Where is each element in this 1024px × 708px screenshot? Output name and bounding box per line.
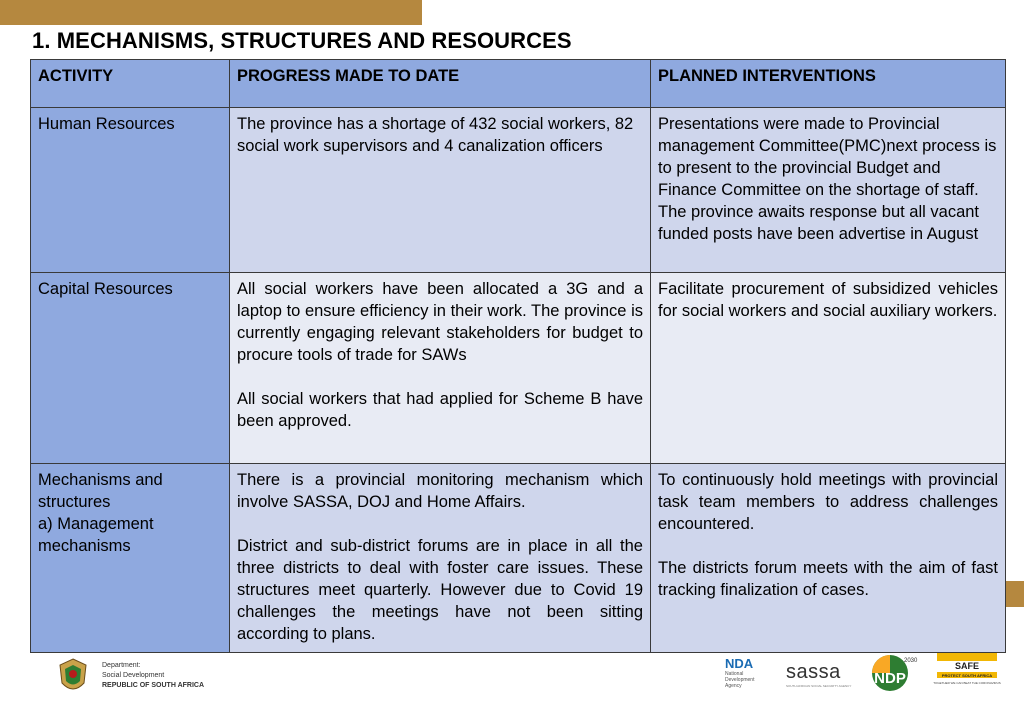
planned-cell <box>651 273 1006 464</box>
sassa-sub-text: SOUTH AFRICAN SOCIAL SECURITY AGENCY <box>786 684 852 688</box>
activity-text: Human Resources <box>38 115 175 133</box>
activity-cell <box>31 464 230 653</box>
activity-cell <box>31 273 230 464</box>
progress-cell <box>230 464 651 653</box>
activity-text: Capital Resources <box>38 280 173 298</box>
safe-tagline-text: TOGETHER WE CAN BEAT THE CORONAVIRUS <box>933 681 1001 685</box>
progress-cell <box>230 108 651 273</box>
nda-sub-line: Development <box>725 677 755 683</box>
ndp-2030-logo <box>864 653 916 693</box>
coat-of-arms-icon <box>56 657 90 697</box>
table-row <box>31 464 1006 653</box>
footer-logos <box>0 653 1024 708</box>
page-title: 1. MECHANISMS, STRUCTURES AND RESOURCES <box>32 28 572 53</box>
planned-text: Presentations were made to Provincial management Committee(PMC)next process is to present to the provincial Budget and Finance Committee on the shortage of staff. The province awaits response but all vacant funded posts have been advertise in August <box>658 115 997 243</box>
dept-line: REPUBLIC OF SOUTH AFRICA <box>102 682 205 689</box>
ndp-logo-text: NDP <box>874 670 906 687</box>
header-activity: ACTIVITY <box>31 60 230 108</box>
planned-cell <box>651 464 1006 653</box>
planned-text: The districts forum meets with the aim of fast tracking finalization of cases. <box>658 559 998 599</box>
nda-logo <box>725 656 754 689</box>
nda-sub-line: National <box>725 671 744 677</box>
planned-cell <box>651 108 1006 273</box>
top-accent-bar <box>0 0 422 25</box>
table-row <box>31 108 1006 273</box>
nda-sub-line: Agency <box>725 683 742 689</box>
safe-logo-text: SAFE <box>954 661 980 671</box>
department-logo-text <box>102 661 204 691</box>
activity-text: Mechanisms and structures <box>38 471 163 511</box>
stay-safe-logo <box>933 653 1001 689</box>
sassa-logo-text: sassa <box>786 661 841 683</box>
table-row <box>31 273 1006 464</box>
ndp-year-text: 2030 <box>904 658 918 664</box>
progress-text: The province has a shortage of 432 social workers, 82 social work supervisors and 4 canalization officers <box>237 115 634 155</box>
safe-sub-text: PROTECT SOUTH AFRICA <box>941 673 993 678</box>
activity-subtext: a) Management mechanisms <box>38 515 154 555</box>
side-accent-tab <box>1004 581 1024 607</box>
planned-text: To continuously hold meetings with provincial task team members to address challenges encountered. <box>658 471 998 533</box>
dept-line: Social Development <box>102 672 165 679</box>
progress-text: All social workers that had applied for Scheme B have been approved. <box>237 390 643 430</box>
mechanisms-table <box>30 59 1006 653</box>
progress-text: All social workers have been allocated a 3G and a laptop to ensure efficiency in their work. The province is currently engaging relevant stakeholders for budget to procure tools of trade for SAWs <box>237 280 643 364</box>
progress-text: There is a provincial monitoring mechanism which involve SASSA, DOJ and Home Affairs. <box>237 471 643 511</box>
dept-line: Department: <box>102 662 141 669</box>
table-header-row <box>31 60 1006 108</box>
progress-cell <box>230 273 651 464</box>
header-progress: PROGRESS MADE TO DATE <box>230 60 651 108</box>
progress-text: District and sub-district forums are in place in all the three districts to deal with foster care issues. These structures meet quarterly. However due to Covid 19 challenges the meetings have not been sitting according to plans. <box>237 537 643 643</box>
nda-logo-text: NDA <box>725 656 754 671</box>
header-planned: PLANNED INTERVENTIONS <box>651 60 1006 108</box>
activity-cell <box>31 108 230 273</box>
planned-text: Facilitate procurement of subsidized vehicles for social workers and social auxiliary workers. <box>658 280 998 320</box>
sassa-logo <box>786 661 851 688</box>
